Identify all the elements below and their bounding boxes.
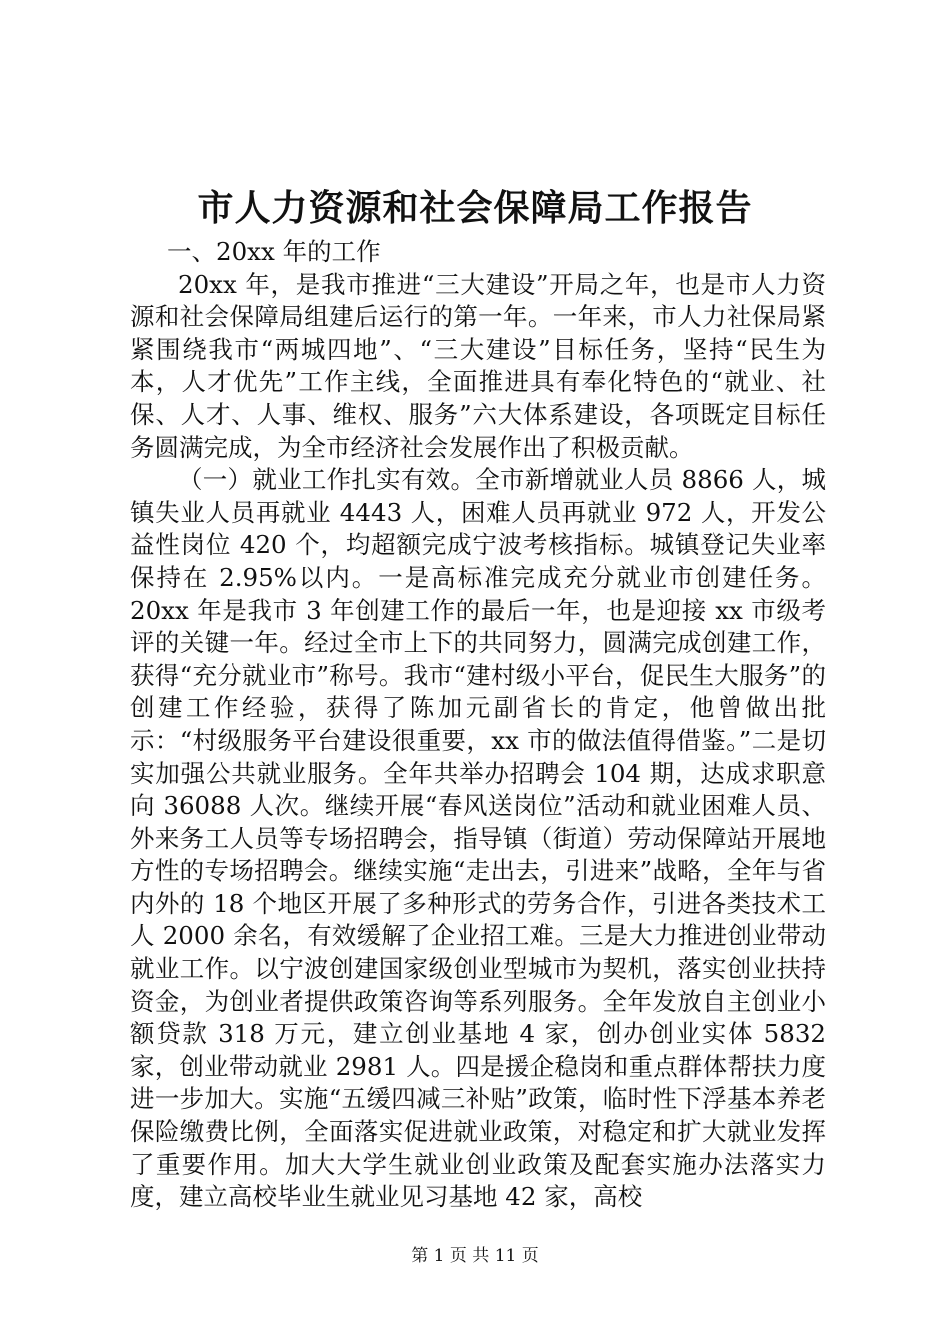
document-body bbox=[130, 236, 826, 1214]
section-heading: 一、20xx 年的工作 bbox=[167, 237, 381, 266]
document-title: 市人力资源和社会保障局工作报告 bbox=[197, 187, 753, 229]
paragraph-employment: （一）就业工作扎实有效。全市新增就业人员 8866 人，城镇失业人员再就业 4443 人，困难人员再就业 972 人，开发公益性岗位 420 个，均超额完成宁波考核指标。城镇登记失业率保持在 2.95%以内。一是高标准完成充分就业市创建任务。20xx 年是我市 3 年创建工作的最后一年，也是迎接 xx 市级考评的关键一年。经过全市上下的共同努力，圆满完成创建工作，获得“充分就业市”称号。我市“建村级小平台，促民生大服务”的创建工作经验，获得了陈加元副省长的肯定，他曾做出批示：“村级服务平台建设很重要，xx 市的做法值得借鉴。”二是切实加强公共就业服务。全年共举办招聘会 104 期，达成求职意向 36088 人次。继续开展“春风送岗位”活动和就业困难人员、外来务工人员等专场招聘会，指导镇（街道）劳动保障站开展地方性的专场招聘会。继续实施“走出去，引进来”战略，全年与省内外的 18 个地区开展了多种形式的劳务合作，引进各类技术工人 2000 余名，有效缓解了企业招工难。三是大力推进创业带动就业工作。以宁波创建国家级创业型城市为契机，落实创业扶持资金，为创业者提供政策咨询等系列服务。全年发放自主创业小额贷款 318 万元，建立创业基地 4 家，创办创业实体 5832 家，创业带动就业 2981 人。四是援企稳岗和重点群体帮扶力度进一步加大。实施“五缓四减三补贴”政策，临时性下浮基本养老保险缴费比例，全面落实促进就业政策，对稳定和扩大就业发挥了重要作用。加大大学生就业创业政策及配套实施办法落实力度，建立高校毕业生就业见习基地 42 家，高校 bbox=[130, 465, 826, 1212]
page-footer: 第 1 页 共 11 页 bbox=[411, 1246, 539, 1266]
paragraph-intro: 20xx 年，是我市推进“三大建设”开局之年，也是市人力资源和社会保障局组建后运行的第一年。一年来，市人力社保局紧紧围绕我市“两城四地”、“三大建设”目标任务，坚持“民生为本，人才优先”工作主线，全面推进具有奉化特色的“就业、社保、人才、人事、维权、服务”六大体系建设，各项既定目标任务圆满完成，为全市经济社会发展作出了积极贡献。 bbox=[130, 269, 826, 462]
